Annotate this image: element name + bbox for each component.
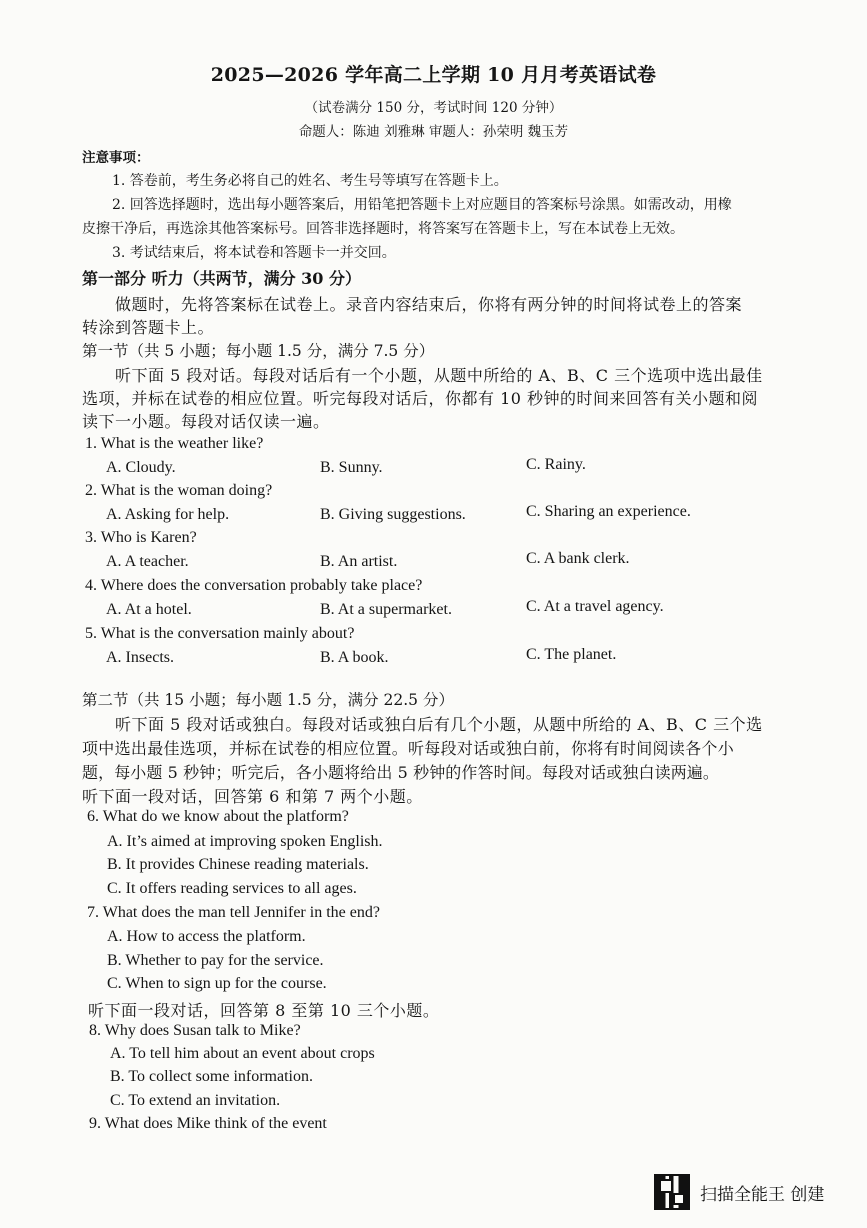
- question-1-option-c: C. Rainy.: [526, 456, 586, 473]
- question-6-option-b: B. It provides Chinese reading materials.: [107, 856, 369, 873]
- question-2-option-b: B. Giving suggestions.: [320, 506, 466, 523]
- question-3-option-b: B. An artist.: [320, 553, 398, 570]
- question-4-option-a: A. At a hotel.: [106, 601, 192, 618]
- question-2: 2. What is the woman doing?: [85, 482, 273, 499]
- question-7-option-b: B. Whether to pay for the service.: [107, 952, 324, 969]
- question-5-option-b: B. A book.: [320, 649, 389, 666]
- question-2-option-a: A. Asking for help.: [106, 506, 230, 523]
- part1-intro: 做题时，先将答案标在试卷上。录音内容结束后，你将有两分钟的时间将试卷上的答案: [115, 295, 743, 314]
- section1-heading: 第一节（共 5 小题；每小题 1.5 分，满分 7.5 分）: [82, 342, 435, 360]
- part1-intro-cont: 转涂到答题卡上。: [82, 318, 215, 337]
- question-3-option-c: C. A bank clerk.: [526, 550, 630, 567]
- part1-heading: 第一部分 听力（共两节，满分 30 分）: [82, 269, 361, 288]
- scanner-watermark: 扫描全能王 创建: [700, 1185, 825, 1205]
- notice-item-2-cont: 皮擦干净后，再选涂其他答案标号。回答非选择题时，将答案写在答题卡上，写在本试卷上无效。: [82, 221, 684, 237]
- question-6-option-a: A. It’s aimed at improving spoken English.: [107, 833, 383, 850]
- question-3: 3. Who is Karen?: [85, 529, 197, 546]
- question-1-option-b: B. Sunny.: [320, 459, 383, 476]
- notice-item-1: 1. 答卷前，考生务必将自己的姓名、考生号等填写在答题卡上。: [112, 173, 508, 189]
- question-8-option-b: B. To collect some information.: [110, 1068, 313, 1085]
- question-2-option-c: C. Sharing an experience.: [526, 503, 691, 520]
- question-5: 5. What is the conversation mainly about?: [85, 625, 355, 642]
- section1-intro: 听下面 5 段对话。每段对话后有一个小题，从题中所给的 A、B、C 三个选项中选出最佳: [115, 366, 763, 385]
- question-4-option-b: B. At a supermarket.: [320, 601, 452, 618]
- question-6-option-c: C. It offers reading services to all ages.: [107, 880, 357, 897]
- question-5-option-c: C. The planet.: [526, 646, 617, 663]
- section1-intro-2: 选项，并标在试卷的相应位置。听完每段对话后，你都有 10 秒钟的时间来回答有关小题和阅: [82, 389, 759, 408]
- section2-lead-1: 听下面一段对话，回答第 6 和第 7 两个小题。: [82, 787, 423, 806]
- section2-intro: 听下面 5 段对话或独白。每段对话或独白后有几个小题，从题中所给的 A、B、C 三个选: [115, 715, 763, 734]
- section2-intro-2: 项中选出最佳选项，并标在试卷的相应位置。听每段对话或独白前，你将有时间阅读各个小: [82, 739, 735, 758]
- exam-title: 2025—2026 学年高二上学期 10 月月考英语试卷: [210, 64, 657, 86]
- section2-lead-2: 听下面一段对话，回答第 8 至第 10 三个小题。: [88, 1001, 440, 1020]
- section2-intro-3: 题，每小题 5 秒钟；听完后，各小题将给出 5 秒钟的作答时间。每段对话或独白读两遍。: [82, 763, 720, 782]
- question-1-option-a: A. Cloudy.: [106, 459, 176, 476]
- question-6: 6. What do we know about the platform?: [87, 808, 349, 825]
- section2-heading: 第二节（共 15 小题；每小题 1.5 分，满分 22.5 分）: [82, 691, 454, 709]
- question-1: 1. What is the weather like?: [85, 435, 264, 452]
- question-7: 7. What does the man tell Jennifer in the end?: [87, 904, 380, 921]
- notice-heading: 注意事项：: [82, 150, 150, 166]
- question-4-option-c: C. At a travel agency.: [526, 598, 664, 615]
- question-7-option-c: C. When to sign up for the course.: [107, 975, 327, 992]
- qr-code-icon: [654, 1174, 690, 1210]
- question-3-option-a: A. A teacher.: [106, 553, 189, 570]
- question-8-option-a: A. To tell him about an event about crops: [110, 1045, 375, 1062]
- score-time-note: （试卷满分 150 分，考试时间 120 分钟）: [304, 100, 563, 116]
- question-9: 9. What does Mike think of the event: [89, 1115, 327, 1132]
- question-8-option-c: C. To extend an invitation.: [110, 1092, 281, 1109]
- notice-item-2: 2. 回答选择题时，选出每小题答案后，用铅笔把答题卡上对应题目的答案标号涂黑。如需改动，用橡: [112, 197, 732, 213]
- question-7-option-a: A. How to access the platform.: [107, 928, 306, 945]
- section1-intro-3: 读下一小题。每段对话仅读一遍。: [82, 412, 330, 431]
- question-4: 4. Where does the conversation probably take place?: [85, 577, 423, 594]
- authors-line: 命题人：陈迪 刘雅琳 审题人：孙荣明 魏玉芳: [298, 124, 569, 140]
- question-5-option-a: A. Insects.: [106, 649, 174, 666]
- notice-item-3: 3. 考试结束后，将本试卷和答题卡一并交回。: [112, 245, 396, 261]
- question-8: 8. Why does Susan talk to Mike?: [89, 1022, 301, 1039]
